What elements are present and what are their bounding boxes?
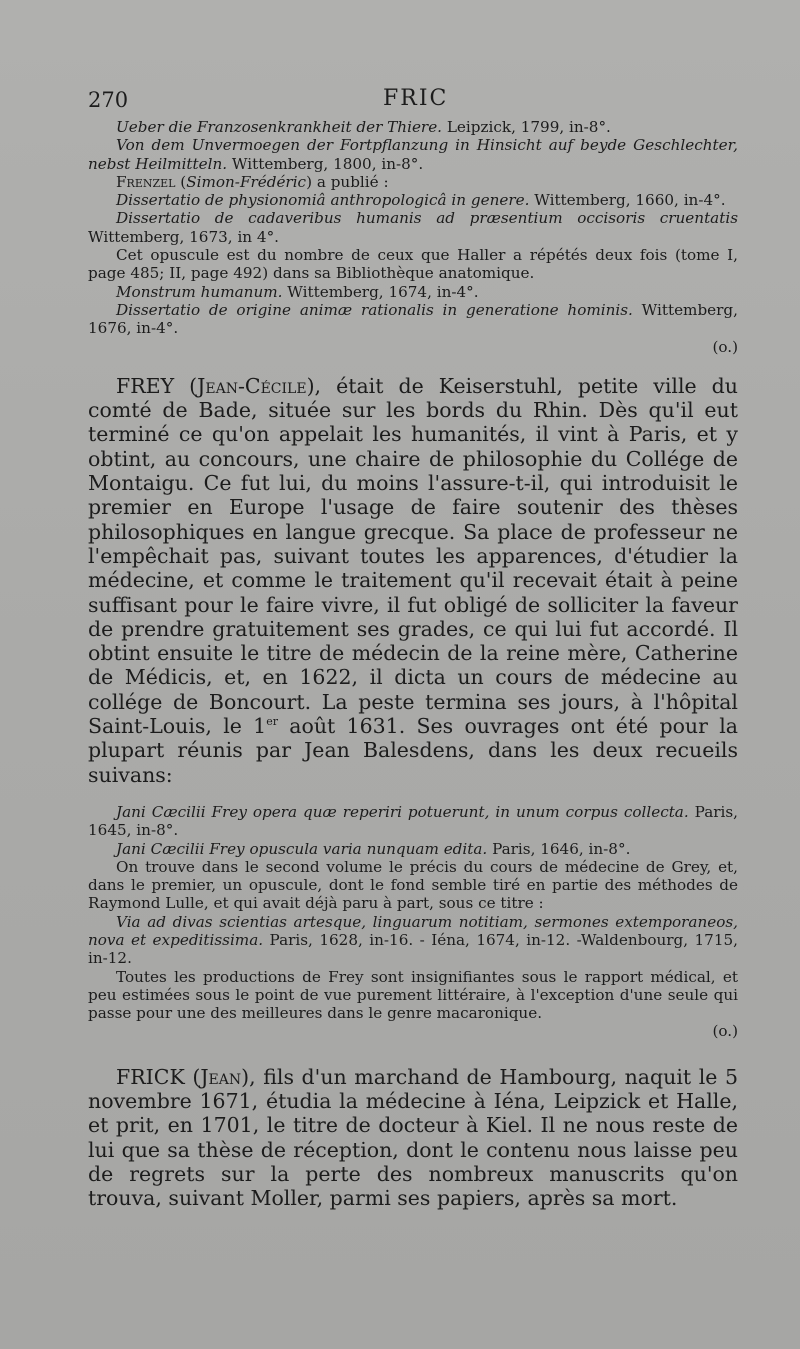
- work-details: Paris, 1646, in-8°.: [487, 839, 631, 858]
- work-title: Monstrum humanum.: [116, 282, 283, 301]
- page-content: [88, 118, 738, 1211]
- work-title: Jani Cæcilii Frey opera quæ reperiri potuerunt, in unum corpus collecta.: [116, 802, 689, 821]
- entry-body: ), fils d'un marchand de Hambourg, naquit le 5 novembre 1671, étudia la médecine à Iéna, Leipzick et Halle, et prit, en 1701, le titre de docteur à Kiel. Il ne nous reste de lui que sa thèse de réception, dont le contenu nous laisse peu de regrets sur la perte des nombreux manuscrits qu'on trouva, suivant Moller, parmi ses papiers, après sa mort.: [88, 1064, 738, 1211]
- entry-forenames: Jean: [200, 1064, 242, 1089]
- work-details: Leipzick, 1799, in-8°.: [442, 118, 611, 136]
- bibliography-line: [88, 803, 738, 840]
- work-details: Wittemberg, 1674, in-4°.: [282, 282, 479, 301]
- entry-body-end: août 1631. Ses ouvrages ont été pour la plupart réunis par Jean Balesdens, dans les deux recueils suivans:: [88, 714, 738, 787]
- bibliography-line: [88, 840, 738, 858]
- bibliography-line: [88, 209, 738, 246]
- frey-note: On trouve dans le second volume le précis du cours de médecine de Grey, et, dans le premier, un opuscule, dont le fond semble tiré en partie des méthodes de Raymond Lulle, et qui avait déjà paru à part, sous ce titre :: [88, 857, 738, 913]
- work-title: Dissertatio de origine animæ rationalis in generatione hominis.: [116, 300, 633, 319]
- entry-body: ), était de Keiserstuhl, petite ville du comté de Bade, située sur les bords du Rhin. Dès qu'il eut terminé ce qu'on appelait les humanités, il vint à Paris, et y obtint, au concours, une chaire de philosophie du Collége de Montaigu. Ce fut lui, du moins l'assure-t-il, qui introduisit le premier en Europe l'usage de faire soutenir des thèses philosophiques en langue grecque. Sa place de professeur ne l'empêchait pas, suivant toutes les apparences, d'étudier la médecine, et comme le traitement qu'il recevait était à peine suffisant pour le faire vivre, il fut obligé de solliciter la faveur de prendre gratuitement ses grades, ce qui lui fut accordé. Il obtint ensuite le titre de médecin de la reine mère, Catherine de Médicis, et, en 1622, il dicta un cours de médecine au collége de Boncourt. La peste termina ses jours, à l'hôpital Saint-Louis, le 1: [88, 373, 738, 739]
- author-name: Frenzel: [116, 172, 176, 191]
- author-signoff: (o.): [712, 337, 738, 356]
- page-number: 270: [88, 88, 129, 112]
- work-details: Paris, 1645, in-8°.: [88, 802, 738, 840]
- work-details: Wittemberg, 1660, in-4°.: [529, 191, 726, 210]
- bibliography-line: [88, 283, 738, 301]
- work-title: Jani Cæcilii Frey opuscula varia nunquam edita.: [116, 839, 488, 858]
- frey-entry: FREY (Jean-Cécile), était de Keiserstuhl, petite ville du comté de Bade, située sur les bords du Rhin. Dès qu'il eut terminé ce qu'on appelait les humanités, il vint à Paris, et y obtint, au concours, une chaire de philosophie du Collége de Montaigu. Ce fut lui, du moins l'assure-t-il, qui introduisit le premier en Europe l'usage de faire soutenir des thèses philosophiques en langue grecque. Sa place de professeur ne l'empêchait pas, suivant toutes les apparences, d'étudier la médecine, et comme le traitement qu'il recevait était à peine suffisant pour le faire vivre, il fut obligé de solliciter la faveur de prendre gratuitement ses grades, ce qui lui fut accordé. Il obtint ensuite le titre de médecin de la reine mère, Catherine de Médicis, et, en 1622, il dicta un cours de médecine au collége de Boncourt. La peste termina ses jours, à l'hôpital Saint-Louis, le 1er août 1631. Ses ouvrages ont été pour la plupart réunis par Jean Balesdens, dans les deux recueils suivans:: [88, 373, 738, 787]
- frenzel-note: Cet opuscule est du nombre de ceux que Haller a répétés deux fois (tome I, page 485; II, page 492) dans sa Bibliothèque anatomique.: [88, 246, 738, 283]
- entry-forenames: Jean-Cécile: [197, 373, 307, 398]
- work-details: Wittemberg, 1673, in 4°.: [88, 227, 280, 246]
- bibliography-line: [88, 136, 738, 173]
- intro-text: a publié :: [312, 172, 389, 191]
- work-title: Dissertatio de cadaveribus humanis ad præsentium occisoris cruentatis: [116, 209, 738, 228]
- work-details: Wittemberg, 1800, in-8°.: [227, 154, 424, 173]
- ordinal-superscript: er: [266, 715, 278, 729]
- work-title: Dissertatio de physionomiâ anthropologicâ in genere.: [116, 191, 530, 210]
- running-title: FRIC: [383, 86, 449, 111]
- author-signoff: (o.): [712, 1022, 738, 1041]
- frenzel-intro: Frenzel (Simon-Frédéric) a publié :: [116, 172, 389, 191]
- frick-entry: FRICK (Jean), fils d'un marchand de Hambourg, naquit le 5 novembre 1671, étudia la médecine à Iéna, Leipzick et Halle, et prit, en 1701, le titre de docteur à Kiel. Il ne nous reste de lui que sa thèse de réception, dont le contenu nous laisse peu de regrets sur la perte des nombreux manuscrits qu'on trouva, suivant Moller, parmi ses papiers, après sa mort.: [88, 1064, 738, 1211]
- work-title: Von dem Unvermoegen der Fortpflanzung in Hinsicht auf beyde Geschlechter, nebst Heilmitteln.: [88, 136, 738, 173]
- entry-headword: FRICK: [116, 1064, 185, 1089]
- bibliography-line: [88, 118, 738, 136]
- author-forenames: Simon-Frédéric: [186, 172, 307, 191]
- work-title: Via ad divas scientias artesque, linguarum notitiam, sermones extemporaneos, nova et expeditissima.: [88, 912, 738, 949]
- bibliography-line: [88, 301, 738, 338]
- page-header: [88, 88, 748, 116]
- work-details: Wittemberg, 1676, in-4°.: [88, 300, 738, 338]
- entry-headword: FREY: [116, 373, 175, 398]
- bibliography-line: [88, 913, 738, 968]
- frey-note: Toutes les productions de Frey sont insignifiantes sous le rapport médical, et peu estimées sous le point de vue purement littéraire, à l'exception d'une seule qui passe pour une des meilleures dans le genre macaronique.: [88, 967, 738, 1023]
- work-details: Paris, 1628, in-16. - Iéna, 1674, in-12. -Waldenbourg, 1715, in-12.: [88, 930, 739, 968]
- work-title: Ueber die Franzosenkrankheit der Thiere.: [116, 118, 443, 136]
- bibliography-line: [88, 191, 738, 209]
